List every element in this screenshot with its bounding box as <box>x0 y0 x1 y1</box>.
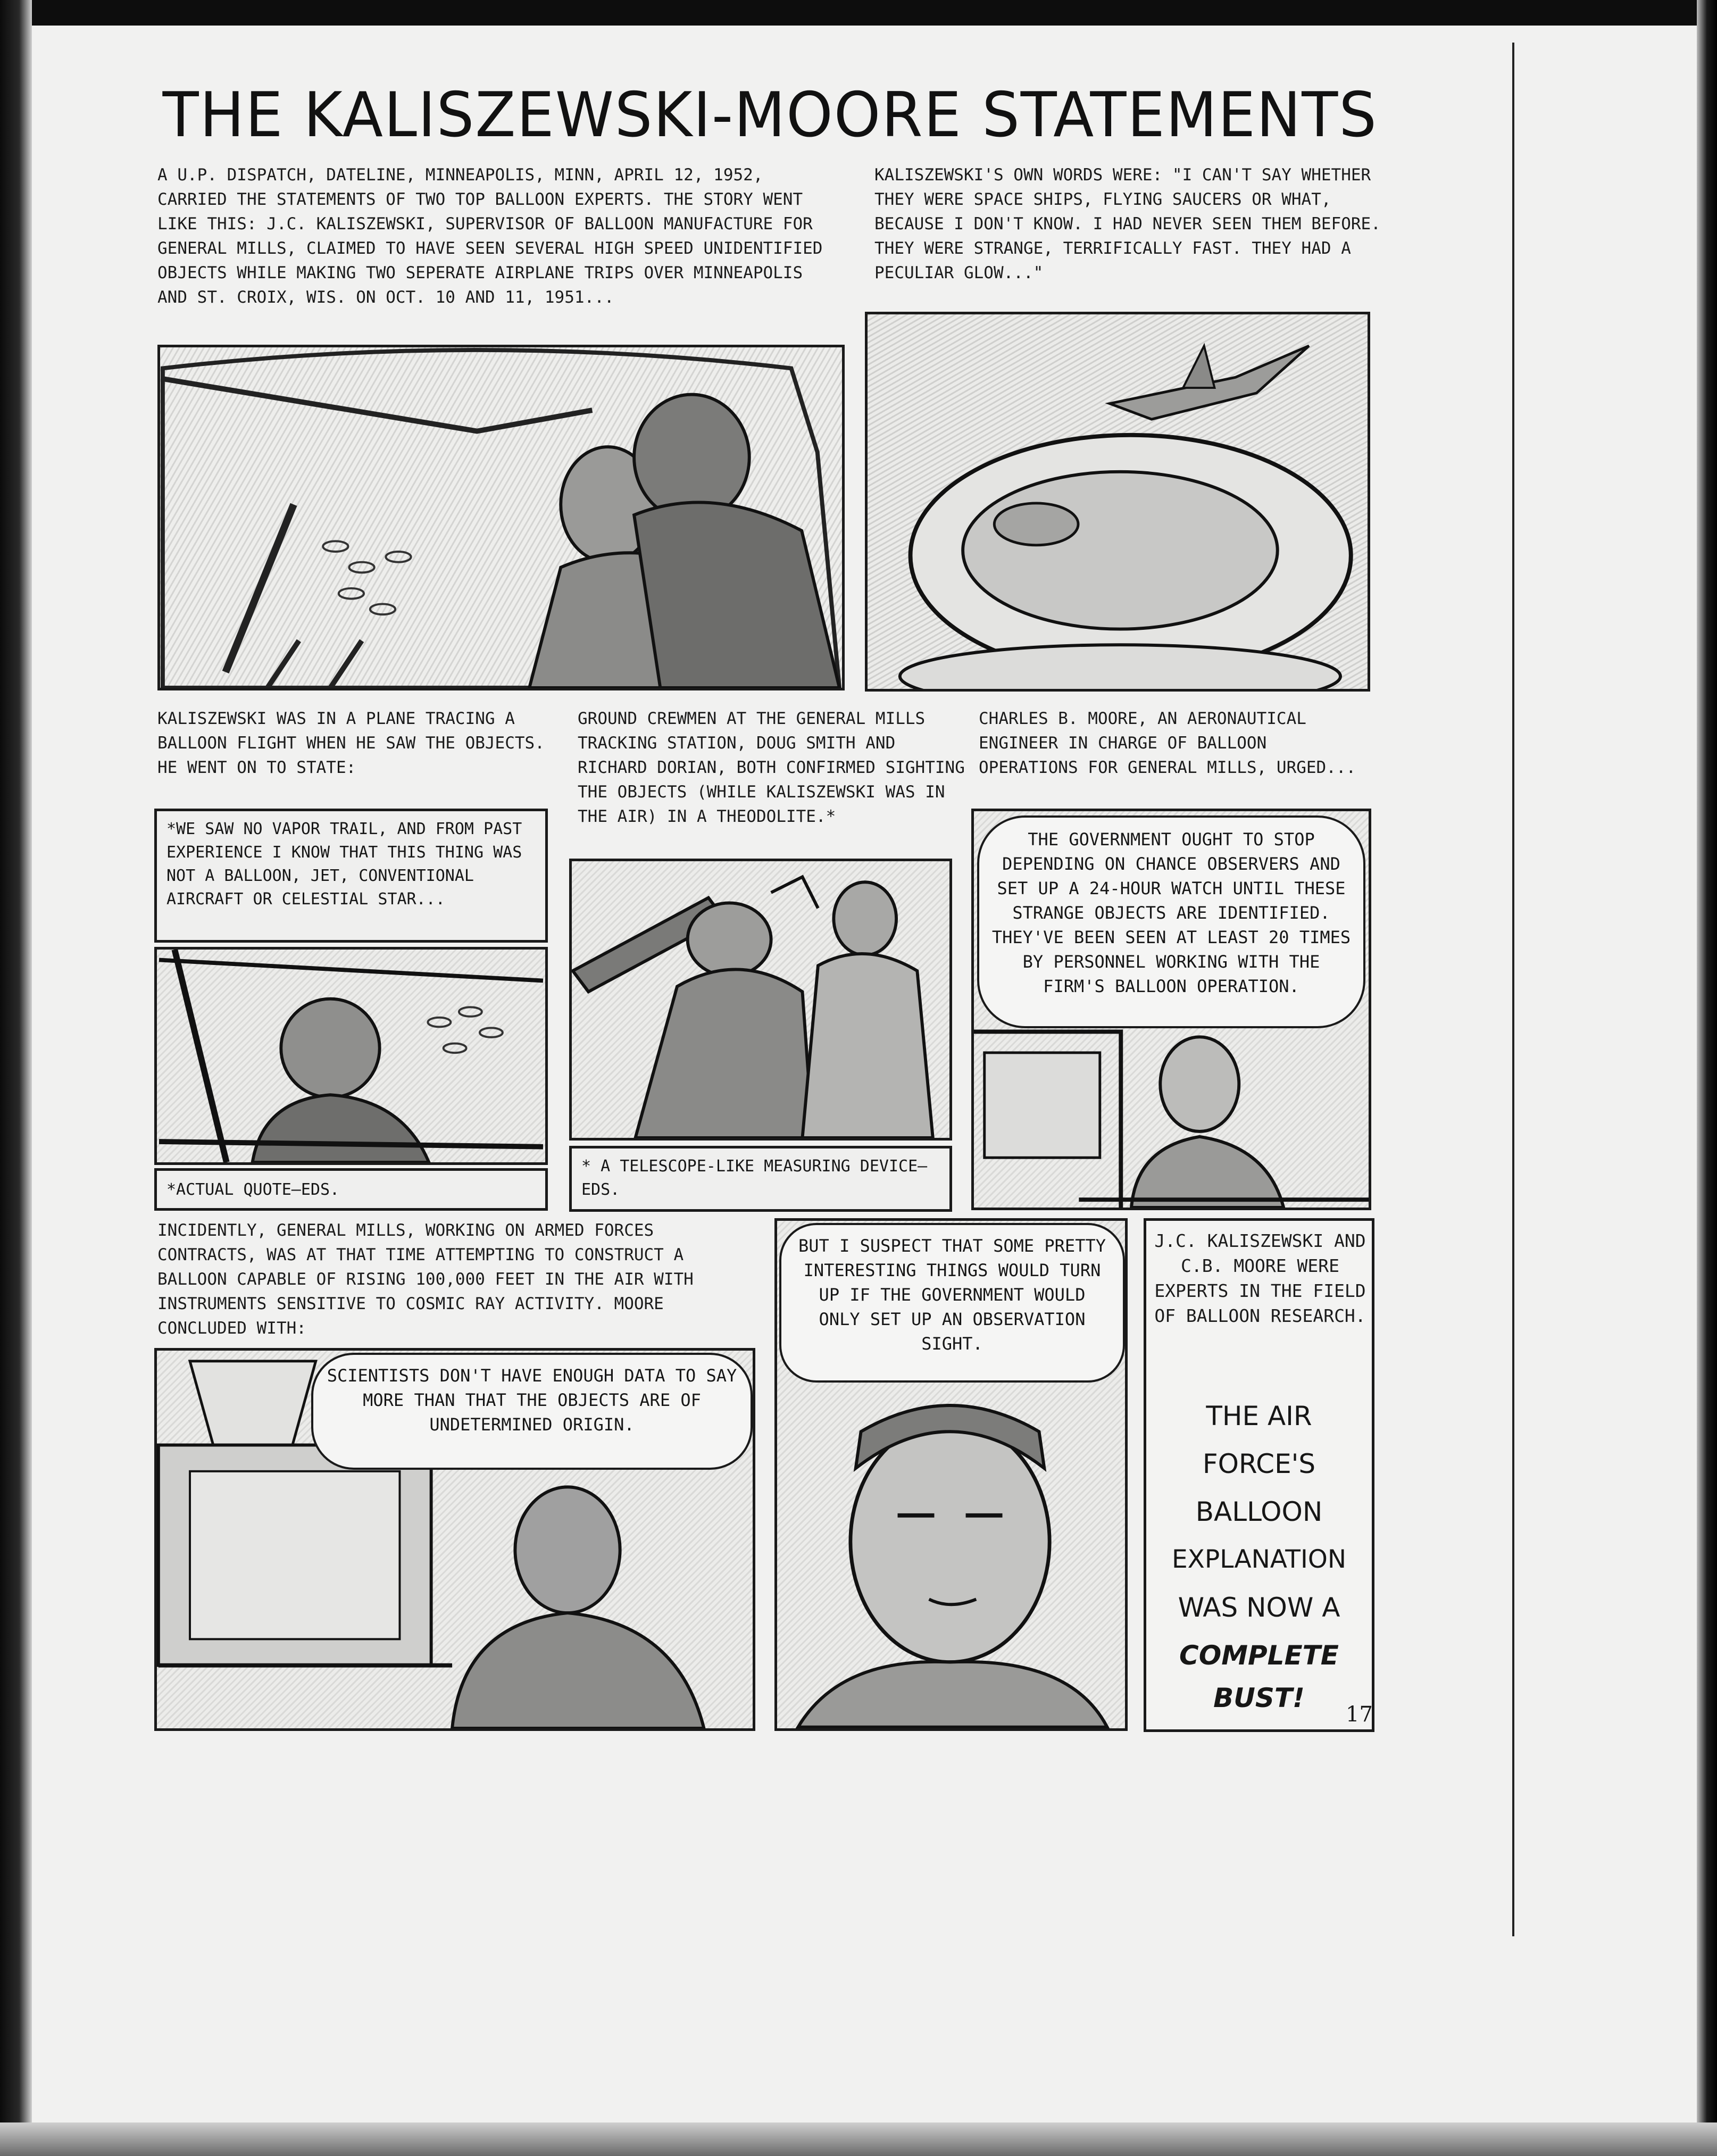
page-edge-line <box>1512 43 1514 1936</box>
panel-saucer-and-plane <box>865 312 1370 692</box>
panel-pilot-window <box>154 947 548 1165</box>
panel-moore-balloon-window <box>154 1348 755 1731</box>
pilot-window-art <box>157 950 545 1162</box>
intro-caption-left: A U.P. DISPATCH, DATELINE, MINNEAPOLIS, MINN, APRIL 12, 1952, CARRIED THE STATEMENTS OF TWO TOP BALLOON EXPERTS. THE STORY WENT LIKE THIS: J.C. KALISZEWSKI, SUPERVISOR OF BALLOON MANUFACTURE FOR GENERAL MILLS, CLAIMED TO HAVE SEEN SEVERAL HIGH SPEED UNIDENTIFIED OBJECTS WHILE MAKING TWO SEPERATE AIRPLANE TRIPS OVER MINNEAPOLIS AND ST. CROIX, WIS. ON OCT. 10 AND 11, 1951... <box>157 165 823 307</box>
closing-line-3: BALLOON <box>1195 1496 1323 1527</box>
scan-bottom-border <box>0 2122 1717 2156</box>
closing-line-1: THE AIR <box>1206 1401 1312 1431</box>
closing-text-box <box>1144 1218 1374 1732</box>
closing-line-2: FORCE'S <box>1202 1449 1316 1479</box>
footnote-box-actual-quote <box>154 1168 548 1211</box>
panel-ground-crew-theodolite <box>569 859 952 1141</box>
footnote-telescope: * A TELESCOPE-LIKE MEASURING DEVICE—EDS. <box>581 1157 928 1199</box>
quote-text-no-balloon: *WE SAW NO VAPOR TRAIL, AND FROM PAST EXPERIENCE I KNOW THAT THIS THING WAS NOT A BALLOON, JET, CONVENTIONAL AIRCRAFT OR CELESTIAL STAR... <box>166 820 522 909</box>
speech-bubble-24-hour-watch: THE GOVERNMENT OUGHT TO STOP DEPENDING ON CHANCE OBSERVERS AND SET UP A 24-HOUR WATCH UNTIL THESE STRANGE OBJECTS ARE IDENTIFIED. THEY'VE BEEN SEEN AT LEAST 20 TIMES BY PERSONNEL WORKING WITH THE FIRM'S BALLOON OPERATION. <box>977 815 1365 1028</box>
intro-caption-right: KALISZEWSKI'S OWN WORDS WERE: "I CAN'T SAY WHETHER THEY WERE SPACE SHIPS, FLYING SAUCERS OR WHAT, BECAUSE I DON'T KNOW. I HAD NEVER SEEN THEM BEFORE. THEY WERE STRANGE, TERRIFICALLY FAST. THEY HAD A PECULIAR GLOW..." <box>874 165 1381 282</box>
speech-bubble-observation-sight: BUT I SUSPECT THAT SOME PRETTY INTERESTING THINGS WOULD TURN UP IF THE GOVERNMENT WOULD ONLY SET UP AN OBSERVATION SIGHT. <box>779 1223 1125 1383</box>
panel-moore-closeup <box>774 1218 1128 1731</box>
scan-top-border <box>0 0 1717 26</box>
row2-caption-left: KALISZEWSKI WAS IN A PLANE TRACING A BALLOON FLIGHT WHEN HE SAW THE OBJECTS. HE WENT ON TO STATE: <box>157 709 545 777</box>
scan-right-border <box>1697 0 1717 2156</box>
row2-caption-right: CHARLES B. MOORE, AN AERONAUTICAL ENGINEER IN CHARGE OF BALLOON OPERATIONS FOR GENERAL MILLS, URGED... <box>979 709 1356 777</box>
row2-caption-middle: GROUND CREWMEN AT THE GENERAL MILLS TRACKING STATION, DOUG SMITH AND RICHARD DORIAN, BOTH CONFIRMED SIGHTING THE OBJECTS (WHILE KALISZEWSKI WAS IN THE AIR) IN A THEODOLITE.* <box>578 709 965 826</box>
footnote-actual-quote: *ACTUAL QUOTE—EDS. <box>166 1180 340 1199</box>
scan-left-border <box>0 0 32 2156</box>
closing-line-7: BUST! <box>1213 1683 1305 1713</box>
saucer-and-plane-art <box>868 314 1368 689</box>
quote-box-no-balloon <box>154 809 548 943</box>
cockpit-pilots-art <box>160 347 842 688</box>
closing-line-6: COMPLETE <box>1179 1640 1339 1671</box>
ground-crew-art <box>572 861 949 1138</box>
closing-experts-text: J.C. KALISZEWSKI AND C.B. MOORE WERE EXPERTS IN THE FIELD OF BALLOON RESEARCH. <box>1154 1230 1366 1326</box>
row3-caption-left: INCIDENTLY, GENERAL MILLS, WORKING ON ARMED FORCES CONTRACTS, WAS AT THAT TIME ATTEMPTING TO CONSTRUCT A BALLOON CAPABLE OF RISING 100,000 FEET IN THE AIR WITH INSTRUMENTS SENSITIVE TO COSMIC RAY ACTIVITY. MOORE CONCLUDED WITH: <box>157 1221 694 1338</box>
panel-moore-at-desk <box>971 809 1371 1210</box>
page-number: 17 <box>1346 1702 1373 1727</box>
footnote-box-telescope <box>569 1146 952 1212</box>
speech-bubble-undetermined-origin: SCIENTISTS DON'T HAVE ENOUGH DATA TO SAY MORE THAN THAT THE OBJECTS ARE OF UNDETERMINED ORIGIN. <box>311 1353 753 1470</box>
closing-line-5: WAS NOW A <box>1178 1592 1340 1623</box>
closing-line-4: EXPLANATION <box>1171 1545 1347 1574</box>
panel-cockpit-pilots <box>157 345 845 690</box>
page-title: THE KALISZEWSKI-MOORE STATEMENTS <box>162 79 1378 151</box>
